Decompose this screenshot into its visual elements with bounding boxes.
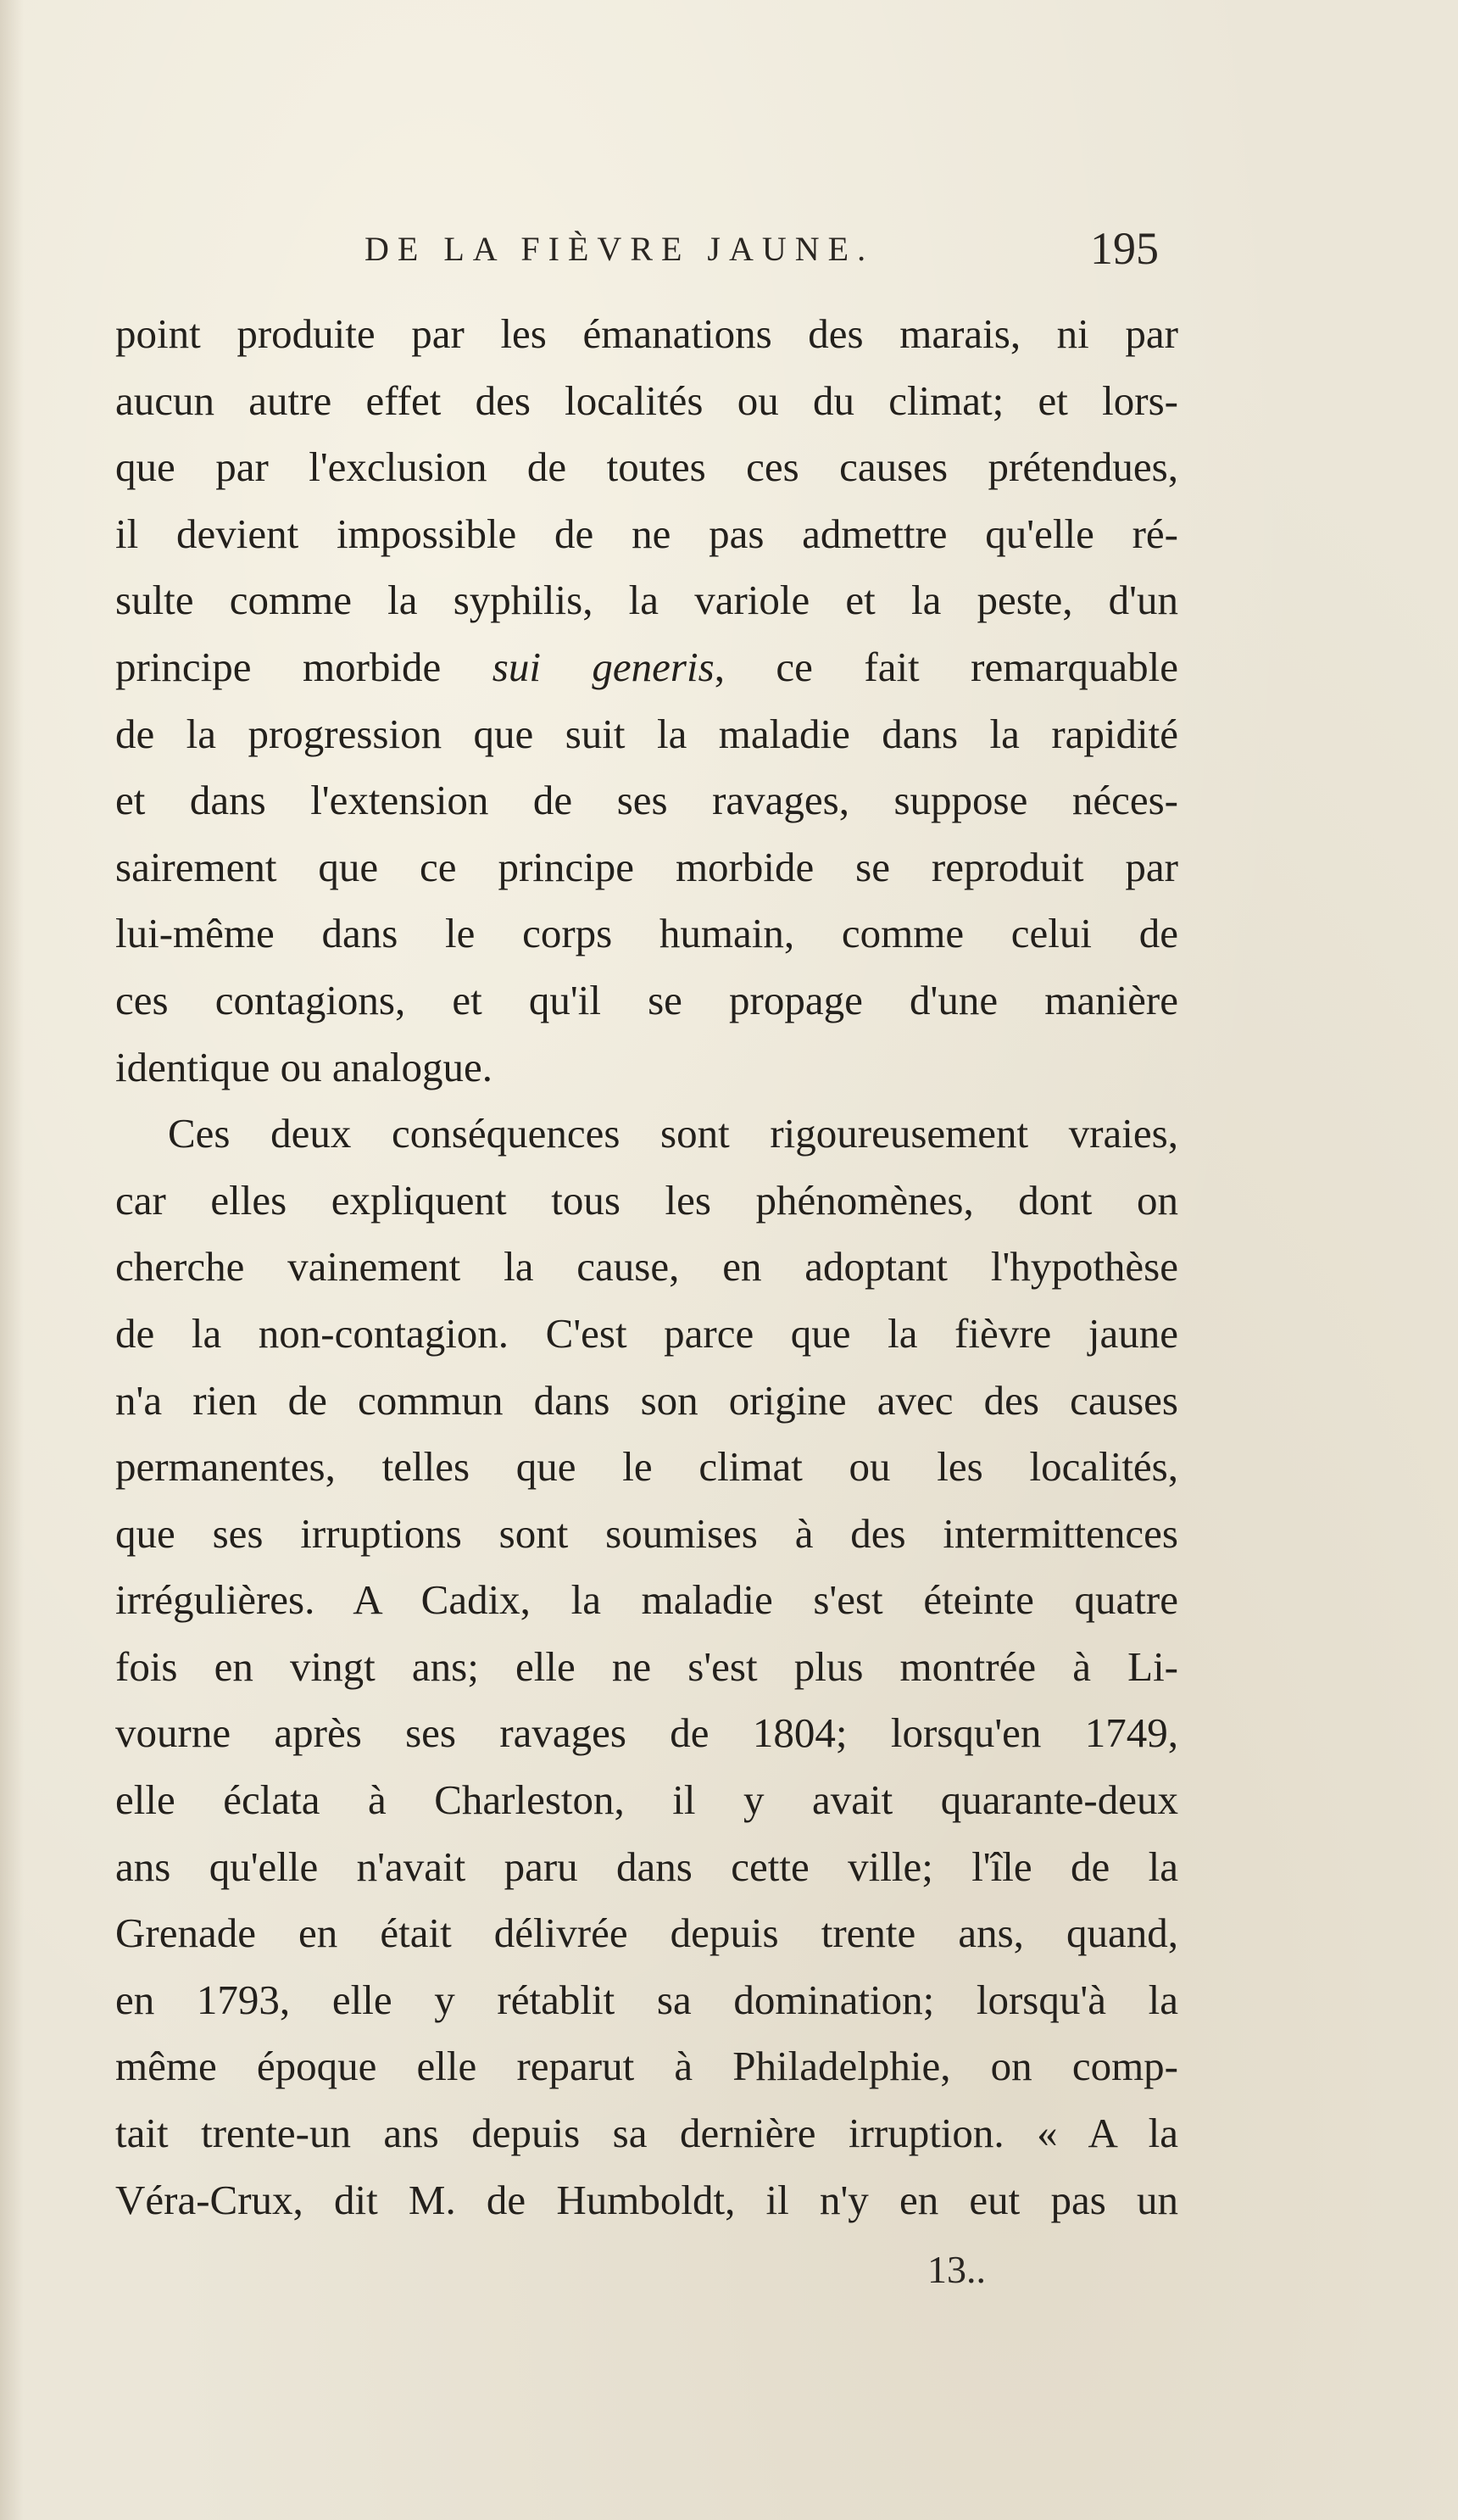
- text-line: Véra-Crux, dit M. de Humboldt, il n'y en eut pas un: [115, 2176, 1178, 2223]
- text-line: lui-même dans le corps humain, comme celui de: [115, 910, 1178, 957]
- text-line: que ses irruptions sont soumises à des intermittences: [115, 1509, 1178, 1557]
- text-line: Grenade en était délivrée depuis trente ans, quand,: [115, 1910, 1178, 1957]
- paragraph-start-line: Ces deux conséquences sont rigoureusement vraies,: [168, 1110, 1178, 1157]
- text-line: tait trente-un ans depuis sa dernière irruption. « A la: [115, 2110, 1178, 2157]
- text-line: n'a rien de commun dans son origine avec des causes: [115, 1376, 1178, 1424]
- text-line: aucun autre effet des localités ou du climat; et lors-: [115, 376, 1178, 424]
- latin-term: sui generis: [492, 643, 715, 690]
- body-text: [115, 301, 1178, 2233]
- text-line: que par l'exclusion de toutes ces causes prétendues,: [115, 443, 1178, 491]
- text-line: ces contagions, et qu'il se propage d'une manière: [115, 976, 1178, 1023]
- text-line: et dans l'extension de ses ravages, suppose néces-: [115, 777, 1178, 824]
- page-number: 195: [1090, 223, 1159, 274]
- paragraph-end-line: identique ou analogue.: [115, 1043, 492, 1090]
- text-line: ans qu'elle n'avait paru dans cette ville; l'île de la: [115, 1843, 1178, 1890]
- text-line: permanentes, telles que le climat ou les localités,: [115, 1443, 1178, 1491]
- running-title: DE LA FIÈVRE JAUNE.: [364, 230, 875, 268]
- text-line: vourne après ses ravages de 1804; lorsqu'en 1749,: [115, 1709, 1178, 1757]
- text-line: il devient impossible de ne pas admettre qu'elle ré-: [115, 510, 1178, 557]
- text-line: elle éclata à Charleston, il y avait quarante-deux: [115, 1776, 1178, 1824]
- text-line: car elles expliquent tous les phénomènes, dont on: [115, 1176, 1178, 1224]
- text-line: fois en vingt ans; elle ne s'est plus montrée à Li-: [115, 1642, 1178, 1690]
- text-line: de la non-contagion. C'est parce que la fièvre jaune: [115, 1309, 1178, 1357]
- text-line: irrégulières. A Cadix, la maladie s'est éteinte quatre: [115, 1576, 1178, 1624]
- text-line: même époque elle reparut à Philadelphie, on comp-: [115, 2043, 1178, 2090]
- text-line: sairement que ce principe morbide se reproduit par: [115, 843, 1178, 890]
- text-line: de la progression que suit la maladie dans la rapidité: [115, 710, 1178, 757]
- text-line-italic-term: principe morbide sui generis, ce fait remarquable: [115, 643, 1178, 690]
- running-head: [0, 222, 1458, 282]
- text-line: en 1793, elle y rétablit sa domination; lorsqu'à la: [115, 1976, 1178, 2023]
- text-line: sulte comme la syphilis, la variole et la peste, d'un: [115, 577, 1178, 624]
- text-line: cherche vainement la cause, en adoptant l'hypothèse: [115, 1243, 1178, 1291]
- text-line: point produite par les émanations des marais, ni par: [115, 310, 1178, 357]
- signature-mark: 13..: [927, 2248, 986, 2291]
